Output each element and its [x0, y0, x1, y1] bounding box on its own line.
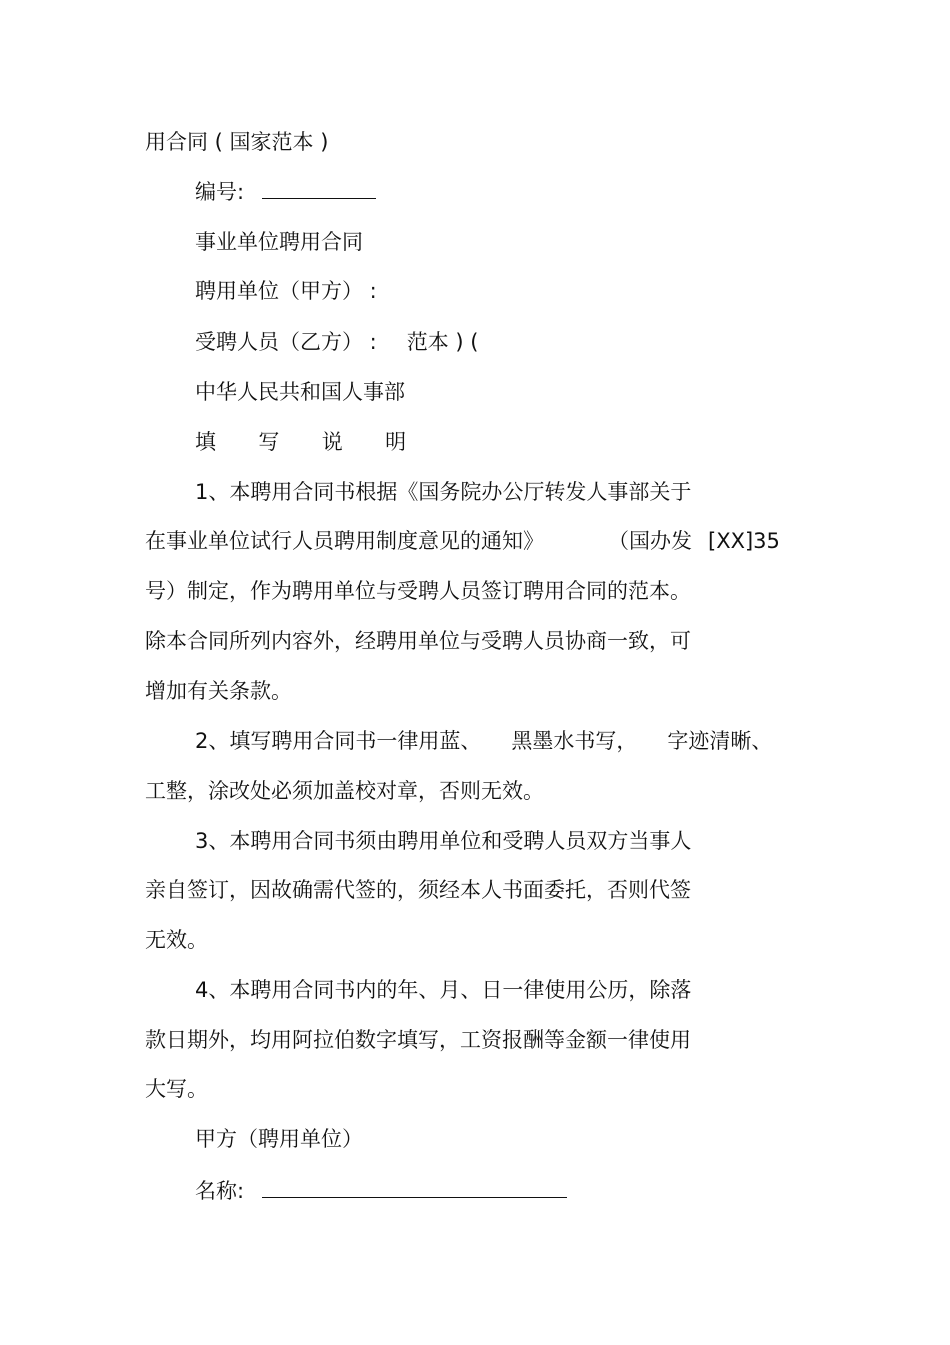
party-a-label: 聘用单位（甲方） :: [195, 279, 377, 303]
instructions-title: 填 写 说 明: [195, 430, 424, 454]
party-b-value: 范本 ) (: [406, 330, 479, 354]
party-b-row: [195, 328, 479, 356]
name-blank[interactable]: [262, 1179, 567, 1198]
contract-number-blank[interactable]: [262, 180, 376, 199]
name-label: 名称:: [195, 1179, 245, 1203]
name-row: [195, 1177, 567, 1205]
item1-line2: [145, 527, 780, 555]
party-a-section: 甲方（聘用单位）: [195, 1127, 363, 1151]
item1-line2-a: 在事业单位试行人员聘用制度意见的通知》: [145, 529, 544, 553]
item2-line2: 工整，涂改处必须加盖校对章，否则无效。: [145, 779, 544, 803]
item1-line2-c: [XX]35: [708, 529, 780, 553]
item2-line1: [195, 727, 772, 755]
contract-number-label: 编号:: [195, 180, 245, 204]
item1-line2-b: （国办发: [608, 529, 692, 553]
item4-line2: 款日期外，均用阿拉伯数字填写，工资报酬等金额一律使用: [145, 1028, 691, 1052]
contract-number-row: [195, 178, 376, 206]
contract-title: 事业单位聘用合同: [195, 230, 363, 254]
item1-line5: 增加有关条款。: [145, 679, 292, 703]
item3-line1: 3、本聘用合同书须由聘用单位和受聘人员双方当事人: [195, 829, 692, 853]
item4-line3: 大写。: [145, 1077, 208, 1101]
item2-line1-c: 字迹清晰、: [667, 729, 773, 753]
issuer: 中华人民共和国人事部: [195, 380, 405, 404]
item3-line3: 无效。: [145, 928, 208, 952]
party-b-label: 受聘人员（乙方） :: [195, 330, 377, 354]
item3-line2: 亲自签订，因故确需代签的，须经本人书面委托，否则代签: [145, 878, 691, 902]
item2-line1-b: 黑墨水书写，: [511, 729, 638, 753]
item4-line1: 4、本聘用合同书内的年、月、日一律使用公历，除落: [195, 978, 692, 1002]
item1-line1: 1、本聘用合同书根据《国务院办公厅转发人事部关于: [195, 480, 692, 504]
item1-line3: 号）制定，作为聘用单位与受聘人员签订聘用合同的范本。: [145, 579, 691, 603]
item2-line1-a: 2、填写聘用合同书一律用蓝、: [195, 729, 482, 753]
doc-header: 用合同 ( 国家范本 ): [145, 130, 329, 154]
item1-line4: 除本合同所列内容外，经聘用单位与受聘人员协商一致，可: [145, 629, 691, 653]
